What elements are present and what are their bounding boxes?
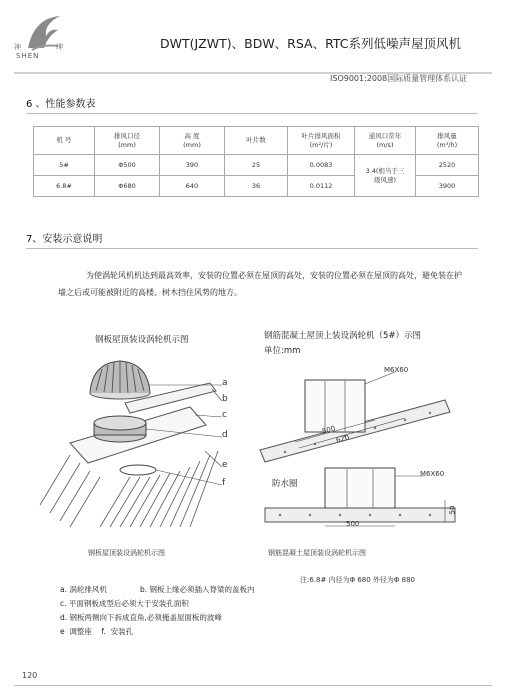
dimension-500-upper: 500 (321, 424, 337, 436)
table-cell: Φ680 (95, 176, 160, 197)
table-cell: 2520 (416, 155, 479, 176)
right-diagram-unit: 单位:mm (264, 346, 301, 356)
table-cell: 3900 (416, 176, 479, 197)
dimension-620: 620 (335, 433, 351, 445)
table-cell: 25 (225, 155, 288, 176)
label-a: a (222, 378, 228, 388)
page-number: 120 (22, 671, 38, 680)
table-row (34, 155, 479, 176)
label-e: e (222, 460, 228, 470)
legend-item-c: c. 平面钢板成型后必须大于安装孔面积 (60, 599, 189, 608)
legend-item-ef: e 调整座 f. 安装孔 (60, 627, 134, 636)
left-diagram-bottom-caption: 钢板屋顶装设涡轮机示图 (88, 549, 165, 557)
table-cell: 0.0083 (288, 155, 355, 176)
table-header-cell: 叶片排风面积 (m²/片) (288, 127, 355, 155)
legend-item-b: b. 钢板上缘必须插入脊梁的盖板内 (140, 585, 255, 594)
table-cell: 36 (225, 176, 288, 197)
dimension-50: 50 (448, 505, 457, 515)
dimension-500-lower: 500 (346, 520, 360, 528)
table-cell: 6.8# (34, 176, 95, 197)
legend-item-d: d. 钢板两侧向下拆成直角,必须掩盖屋面板的波峰 (60, 613, 222, 622)
section-6-divider (26, 113, 478, 114)
section-7-heading: 7、安装示意说明 (26, 234, 103, 245)
install-paragraph: 为使涡轮风机机达到最高效率，安装的位置必须在屋顶的高处，安装的位置必须在屋顶的高处，避免装在护墙之后或可能被附近的高楼、树木挡住风势的地方。 (58, 271, 462, 297)
bolt-label-lower: M6X60 (420, 470, 445, 478)
table-header-cell: 叶片数 (225, 127, 288, 155)
brand-logo (14, 8, 72, 70)
table-cell: 0.0112 (288, 176, 355, 197)
label-b: b (222, 394, 228, 404)
table-header-row (34, 127, 479, 155)
logo-emblem-icon (14, 8, 72, 58)
table-header-cell: 高 度 (mm) (160, 127, 225, 155)
table-header-cell: 通风口常年 (m/s) (355, 127, 416, 155)
section-6-heading: 6 、性能参数表 (26, 99, 96, 110)
footer-divider (14, 685, 492, 686)
label-d: d (222, 430, 228, 440)
table-cell: 640 (160, 176, 225, 197)
certification-subtitle: ISO9001:2008国际质量管理体系认证 (330, 74, 468, 83)
label-f: f (222, 478, 226, 488)
performance-table (33, 126, 479, 197)
brand-name: SHEN (16, 52, 40, 60)
bolt-label-upper: M6X60 (384, 366, 409, 374)
table-header-cell: 排风口径 (mm) (95, 127, 160, 155)
legend-item-a: a. 涡轮排风机 (60, 585, 107, 594)
table-cell: 390 (160, 155, 225, 176)
label-c: c (222, 410, 227, 420)
table-header-cell: 排风量 (m³/h) (416, 127, 479, 155)
concrete-roof-diagram (255, 360, 470, 540)
logo-char-2: 绅 (56, 43, 63, 51)
waterproof-ring-label: 防水圈 (272, 479, 298, 489)
table-header-cell: 机 号 (34, 127, 95, 155)
right-diagram-caption: 钢筋混凝土屋顶上装设涡轮机（5#）示图 (264, 331, 422, 341)
page-title: DWT(JZWT)、BDW、RSA、RTC系列低噪声屋顶风机 (160, 36, 461, 51)
table-cell: Φ500 (95, 155, 160, 176)
logo-char-1: 神 (14, 43, 21, 51)
diameter-note: 注:6.8# 内径为Φ 680 外径为Φ 880 (300, 576, 415, 584)
section-7-divider (26, 248, 478, 249)
table-merged-cell: 3.4(相当于三 级风速) (355, 155, 416, 197)
table-cell: 5# (34, 155, 95, 176)
right-diagram-bottom-caption: 钢筋混凝土屋顶装设涡轮机示图 (268, 549, 366, 557)
left-diagram-caption: 钢板屋顶装设涡轮机示图 (95, 335, 189, 345)
